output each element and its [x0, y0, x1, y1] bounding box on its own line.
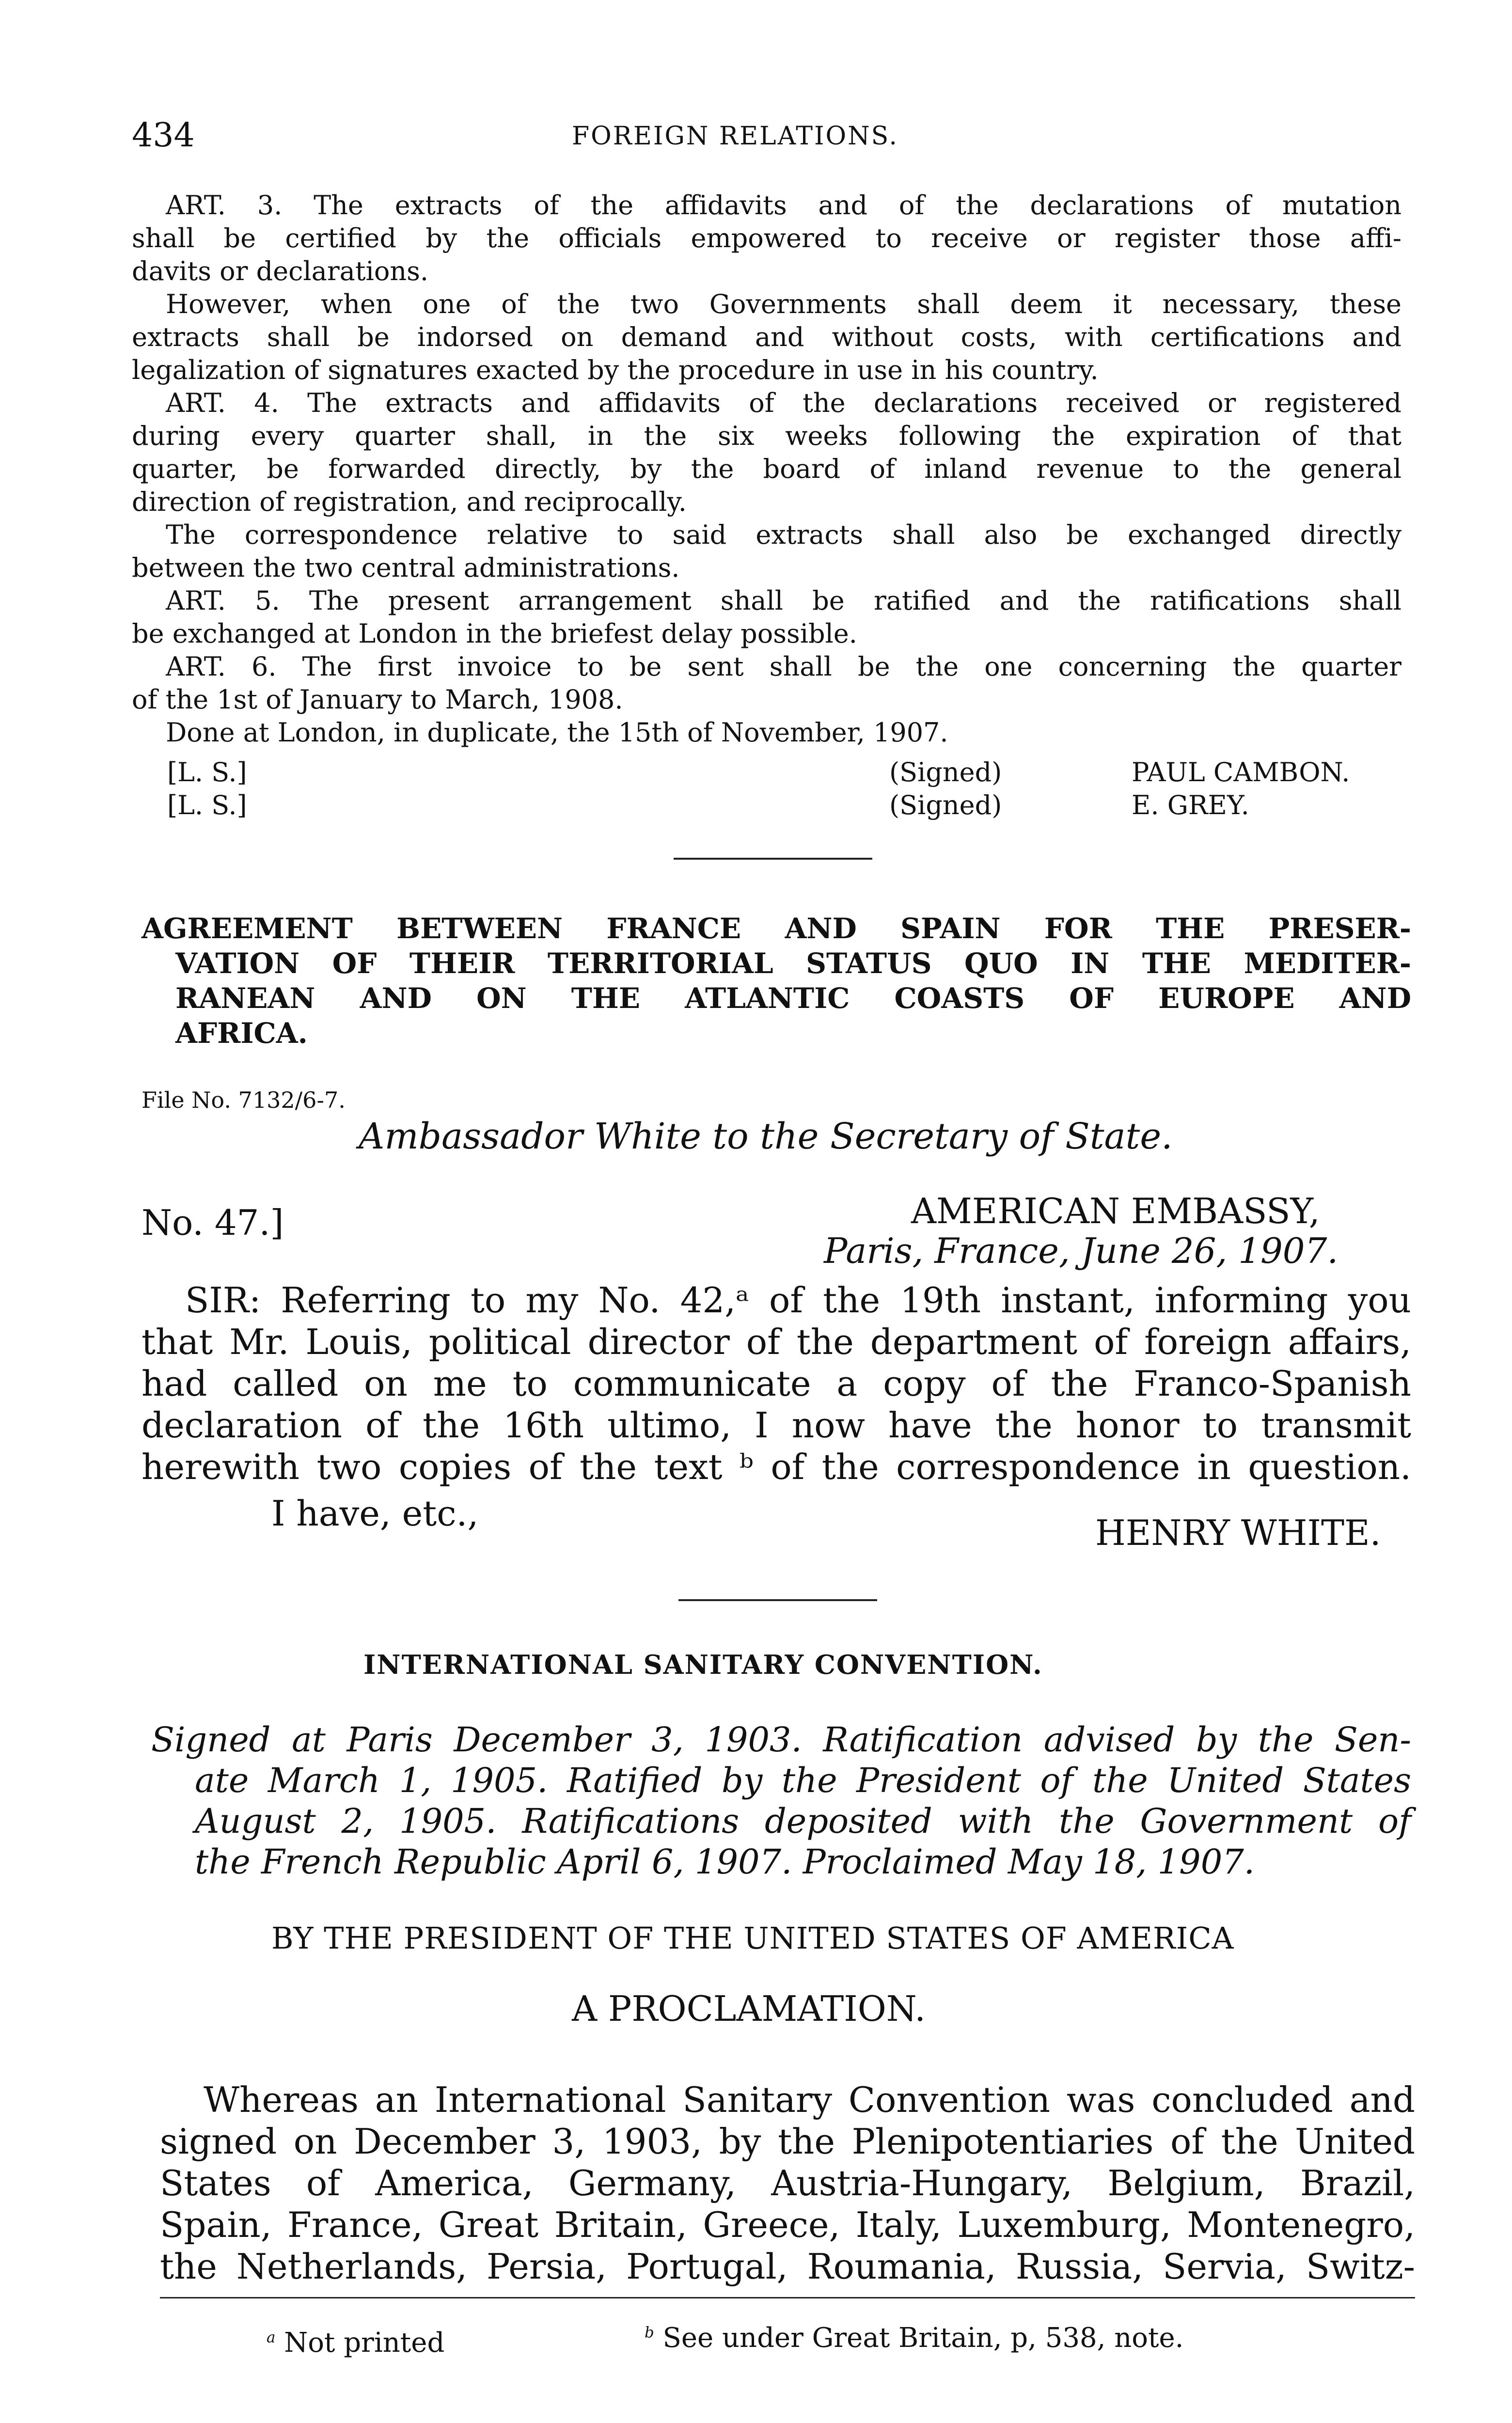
letter-title: Ambassador White to the Secretary of State.	[359, 1116, 1173, 1157]
footnote	[267, 2326, 444, 2360]
text-line: legalization of signatures exacted by the procedure in use in his country.	[132, 355, 1099, 385]
heading-line: VATION OF THEIR TERRITORIAL STATUS QUO IN THE MEDITER-	[175, 947, 1411, 980]
seal-mark: [L. S.]	[167, 790, 247, 820]
heading-line: AGREEMENT BETWEEN FRANCE AND SPAIN FOR THE PRESER-	[142, 912, 1411, 945]
text-line: Signed at Paris December 3, 1903. Ratification advised by the Sen-	[151, 1720, 1411, 1760]
text-line: shall be certified by the officials empowered to receive or register those affi-	[132, 223, 1402, 253]
section-divider	[674, 858, 872, 860]
footnote-text: Not printed	[284, 2327, 445, 2359]
heading-line: RANEAN AND ON THE ATLANTIC COASTS OF EUROPE AND	[175, 982, 1411, 1015]
signed-label: (Signed)	[889, 757, 1002, 787]
articles-block	[132, 189, 1402, 749]
running-title: FOREIGN RELATIONS.	[572, 122, 898, 151]
signatory-name: PAUL CAMBON.	[1132, 757, 1350, 787]
text-line: between the two central administrations.	[132, 552, 680, 583]
convention-heading: INTERNATIONAL SANITARY CONVENTION.	[363, 1649, 1043, 1680]
signatory-name: E. GREY.	[1132, 790, 1249, 820]
text-line: the French Republic April 6, 1907. Proclaimed May 18, 1907.	[195, 1842, 1255, 1882]
seal-mark: [L. S.]	[167, 757, 247, 787]
text-line: extracts shall be indorsed on demand and without costs, with certifications and	[132, 322, 1402, 352]
file-number: File No. 7132/6-7.	[142, 1087, 346, 1113]
text-line: Spain, France, Great Britain, Greece, Italy, Luxemburg, Montenegro,	[160, 2204, 1415, 2245]
text-line: quarter, be forwarded directly, by the board of inland revenue to the general	[132, 454, 1402, 484]
proclamation-body	[160, 2079, 1415, 2287]
text-line: ART. 4. The extracts and affidavits of the declarations received or registered	[166, 388, 1402, 418]
signature-row	[167, 756, 1408, 789]
text-line: direction of registration, and reciprocally.	[132, 487, 687, 517]
text-line: However, when one of the two Governments shall deem it necessary, these	[166, 289, 1402, 319]
footnote-text: See under Great Britain, p, 538, note.	[662, 2322, 1184, 2354]
text-line: be exchanged at London in the briefest delay possible.	[132, 618, 857, 649]
heading-line: AFRICA.	[175, 1017, 308, 1050]
footnote-mark: b	[645, 2324, 654, 2342]
text-line: during every quarter shall, in the six weeks following the expiration of that	[132, 421, 1402, 451]
signed-label: (Signed)	[889, 790, 1002, 820]
text-line: Whereas an International Sanitary Convention was concluded and	[204, 2079, 1415, 2120]
text-line: SIR: Referring to my No. 42,ᵃ of the 19th instant, informing you	[185, 1280, 1411, 1321]
letter-closing: I have, etc.,	[271, 1493, 479, 1534]
text-line: Done at London, in duplicate, the 15th of November, 1907.	[166, 717, 948, 748]
proclamation-title: A PROCLAMATION.	[572, 1988, 926, 2029]
footnote	[645, 2321, 1183, 2355]
letter-body	[142, 1279, 1411, 1488]
text-line: ART. 5. The present arrangement shall be ratified and the ratifications shall	[166, 585, 1402, 616]
by-the-president-line: BY THE PRESIDENT OF THE UNITED STATES OF AMERICA	[271, 1920, 1234, 1956]
text-line: ate March 1, 1905. Ratified by the President of the United States	[195, 1761, 1411, 1800]
text-line: herewith two copies of the text ᵇ of the correspondence in question.	[142, 1447, 1411, 1487]
text-line: States of America, Germany, Austria-Hungary, Belgium, Brazil,	[160, 2163, 1415, 2203]
footnote-rule	[160, 2297, 1415, 2298]
text-line: of the 1st of January to March, 1908.	[132, 684, 623, 715]
text-line: ART. 3. The extracts of the affidavits and of the declarations of mutation	[166, 190, 1402, 220]
section-divider	[678, 1599, 877, 1601]
embassy-name: AMERICAN EMBASSY,	[911, 1191, 1320, 1231]
text-line: declaration of the 16th ultimo, I now have the honor to transmit	[142, 1405, 1411, 1446]
text-line: August 2, 1905. Ratifications deposited with the Government of	[195, 1801, 1411, 1841]
text-line: signed on December 3, 1903, by the Plenipotentiaries of the United	[160, 2121, 1415, 2162]
page-number: 434	[132, 116, 195, 155]
text-line: ART. 6. The first invoice to be sent shall be the one concerning the quarter	[166, 651, 1402, 682]
text-line: the Netherlands, Persia, Portugal, Roumania, Russia, Servia, Switz-	[160, 2246, 1415, 2287]
agreement-heading	[142, 911, 1411, 1051]
footnote-mark: a	[267, 2329, 276, 2346]
text-line: The correspondence relative to said extracts shall also be exchanged directly	[166, 519, 1402, 550]
signature-row	[167, 789, 1408, 822]
text-line: davits or declarations.	[132, 256, 428, 286]
letter-signer: HENRY WHITE.	[1095, 1512, 1381, 1553]
text-line: that Mr. Louis, political director of the department of foreign affairs,	[142, 1322, 1411, 1362]
text-line: had called on me to communicate a copy of the Franco-Spanish	[142, 1363, 1411, 1404]
place-and-date: Paris, France, June 26, 1907.	[824, 1230, 1339, 1271]
convention-summary	[142, 1719, 1411, 1882]
despatch-number: No. 47.]	[142, 1202, 284, 1243]
